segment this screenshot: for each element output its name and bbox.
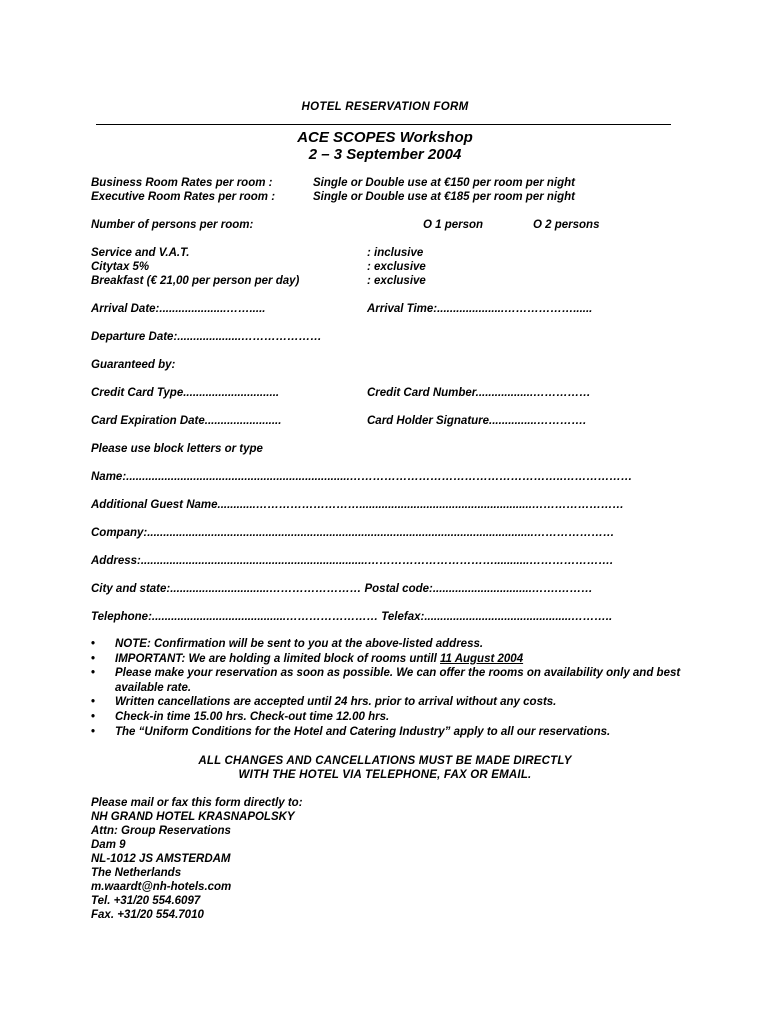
email-link[interactable]: m.waardt@nh-hotels.com	[91, 881, 232, 893]
business-rate-value: Single or Double use at €150 per room per night	[313, 177, 575, 189]
business-rate-label: Business Room Rates per room :	[91, 177, 273, 189]
bullet-icon: •	[91, 710, 96, 723]
card-number-field[interactable]: Credit Card Number..................……………	[367, 387, 591, 399]
card-expiration-field[interactable]: Card Expiration Date........................	[91, 415, 282, 427]
citytax-value: : exclusive	[367, 261, 426, 273]
attn-line: Attn: Group Reservations	[91, 825, 231, 837]
executive-rate-value: Single or Double use at €185 per room per night	[313, 191, 575, 203]
changes-notice-line2: WITH THE HOTEL VIA TELEPHONE, FAX OR EMAIL.	[238, 769, 532, 781]
bullet-icon: •	[91, 667, 96, 680]
departure-date-field[interactable]: Departure Date:....................…………………	[91, 331, 322, 343]
bullet-icon: •	[91, 638, 96, 650]
deadline-date: 11 August 2004	[440, 652, 524, 665]
changes-notice-line1: ALL CHANGES AND CANCELLATIONS MUST BE MADE DIRECTLY	[198, 755, 572, 767]
event-dates: 2 – 3 September 2004	[308, 146, 462, 163]
breakfast-value: : exclusive	[367, 275, 426, 287]
citytax-label: Citytax 5%	[91, 261, 150, 273]
bullet-icon: •	[91, 725, 96, 738]
list-item: • The “Uniform Conditions for the Hotel and Catering Industry” apply to all our reservations.	[91, 725, 611, 738]
one-person-option[interactable]: O 1 person	[423, 219, 484, 231]
street-line: Dam 9	[91, 839, 126, 851]
list-item: • Check-in time 15.00 hrs. Check-out time 12.00 hrs.	[91, 710, 390, 723]
executive-rate-label: Executive Room Rates per room :	[91, 191, 276, 203]
title-divider	[96, 124, 671, 125]
contact-intro: Please mail or fax this form directly to:	[91, 797, 303, 809]
hotel-name: NH GRAND HOTEL KRASNAPOLSKY	[91, 811, 295, 823]
breakfast-label: Breakfast (€ 21,00 per person per day)	[91, 275, 300, 287]
arrival-date-field[interactable]: Arrival Date:.....................…….....	[91, 303, 266, 315]
card-type-field[interactable]: Credit Card Type..............................	[91, 387, 280, 399]
city-line: NL-1012 JS AMSTERDAM	[91, 853, 231, 865]
block-letters-instruction: Please use block letters or type	[91, 443, 263, 455]
service-vat-label: Service and V.A.T.	[91, 247, 190, 259]
city-postal-field[interactable]: City and state:...............................…………………… Postal code:...............................…….………	[91, 583, 593, 595]
list-item: • NOTE: Confirmation will be sent to you at the above-listed address.	[91, 638, 484, 650]
address-field[interactable]: Address:.......................................................................……………………………...........………………….	[91, 555, 614, 567]
telephone-line: Tel. +31/20 554.6097	[91, 895, 201, 907]
list-item: • Please make your reservation as soon as possible. We can offer the rooms on availability only and best available rate.	[91, 667, 681, 694]
persons-label: Number of persons per room:	[91, 219, 254, 231]
contact-block	[91, 796, 303, 922]
card-signature-field[interactable]: Card Holder Signature...............………….	[367, 415, 587, 427]
service-vat-value: : inclusive	[367, 247, 424, 259]
guaranteed-by-label: Guaranteed by:	[91, 359, 176, 371]
bullet-icon: •	[91, 652, 96, 665]
event-name: ACE SCOPES Workshop	[297, 129, 473, 146]
additional-guest-field[interactable]: Additional Guest Name............………………………......................................................……………………	[91, 499, 624, 511]
two-persons-option[interactable]: O 2 persons	[533, 219, 600, 231]
arrival-time-field[interactable]: Arrival Time:.....................………………......	[367, 303, 593, 315]
company-field[interactable]: Company:.........................................................................................................................…………………	[91, 527, 615, 539]
country-line: The Netherlands	[91, 867, 182, 879]
list-item: • IMPORTANT: We are holding a limited block of rooms untill 11 August 2004	[91, 652, 524, 665]
telephone-telefax-field[interactable]: Telephone:..........................................…………………… Telefax:..............................................………..	[91, 611, 613, 623]
fax-line: Fax. +31/20 554.7010	[91, 909, 204, 921]
form-title: HOTEL RESERVATION FORM	[301, 101, 469, 113]
bullet-icon: •	[91, 696, 96, 709]
list-item: • Written cancellations are accepted until 24 hrs. prior to arrival without any costs.	[91, 696, 557, 709]
notes-list	[91, 637, 691, 739]
name-field[interactable]: Name:......................................................................………………………………………………..………………	[91, 471, 633, 483]
